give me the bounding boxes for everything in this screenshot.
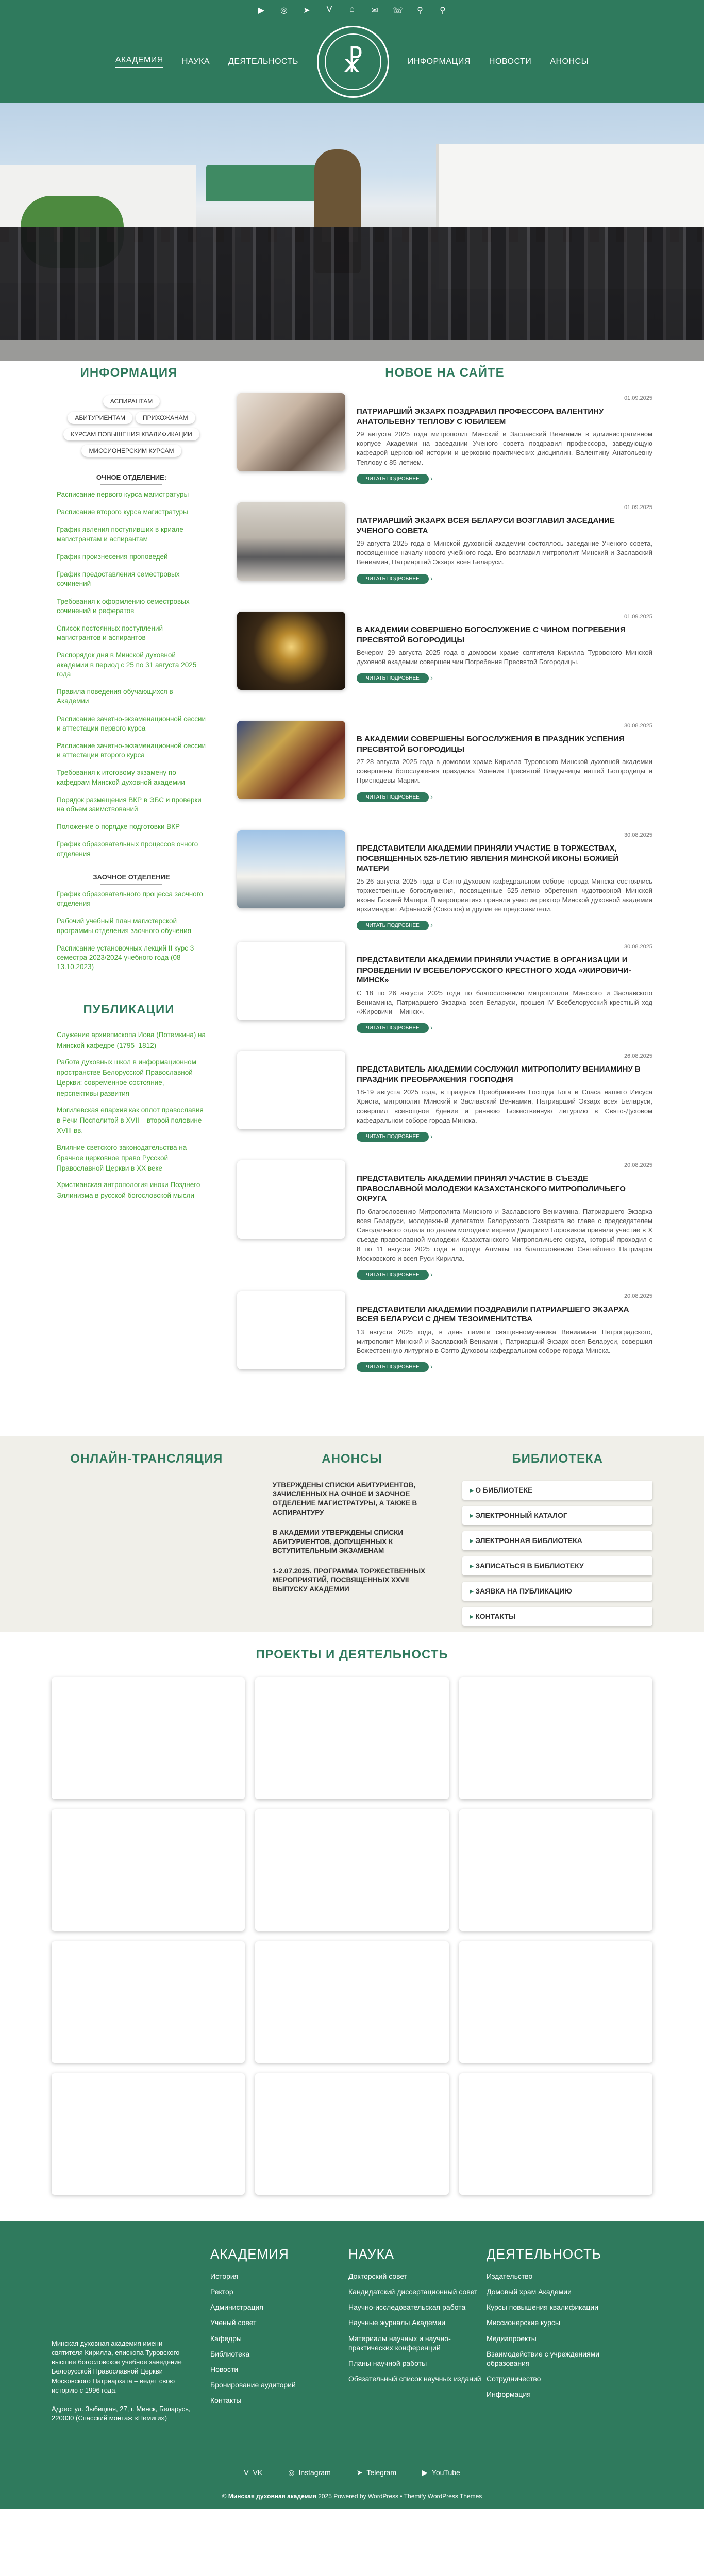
info-link[interactable]: Порядок размещения ВКР в ЭБС и проверки на объем заимствований — [57, 795, 202, 814]
footer-link[interactable]: Информация — [487, 2390, 531, 2399]
footer-link[interactable]: Кандидатский диссертационный совет — [348, 2287, 478, 2296]
library-link[interactable]: ▸ КОНТАКТЫ — [462, 1607, 652, 1626]
announce-list — [257, 1481, 447, 1594]
news-thumbnail[interactable] — [237, 393, 345, 471]
news-title[interactable]: В АКАДЕМИИ СОВЕРШЕНЫ БОГОСЛУЖЕНИЯ В ПРАЗДНИК УСПЕНИЯ ПРЕСВЯТОЙ БОГОРОДИЦЫ — [357, 735, 625, 754]
news-thumbnail[interactable] — [237, 830, 345, 908]
nav-item-right-2[interactable]: АНОНСЫ — [550, 57, 589, 66]
footer-copyright — [0, 2493, 704, 2500]
social-bar — [0, 5, 704, 15]
news-date: 01.09.2025 — [624, 614, 652, 620]
news-title[interactable]: ПРЕДСТАВИТЕЛЬ АКАДЕМИИ СОСЛУЖИЛ МИТРОПОЛИТУ ВЕНИАМИНУ В ПРАЗДНИК ПРЕОБРАЖЕНИЯ ГОСПОДНЯ — [357, 1065, 641, 1084]
ochnoe-links — [57, 490, 206, 859]
announce-title: АНОНСЫ — [322, 1451, 382, 1466]
info-tag[interactable]: ПРИХОЖАНАМ — [136, 412, 195, 424]
read-more-button[interactable]: ЧИТАТЬ ПОДРОБНЕЕ › — [357, 1132, 429, 1142]
projects-title: ПРОЕКТЫ И ДЕЯТЕЛЬНОСТЬ — [256, 1647, 448, 1662]
footer-about — [52, 2246, 206, 2433]
divider — [100, 484, 162, 485]
info-tag[interactable]: АБИТУРИЕНТАМ — [68, 412, 132, 424]
footer-social-label: YouTube — [431, 2468, 460, 2477]
news-date: 01.09.2025 — [624, 395, 652, 401]
nav-right — [408, 57, 589, 66]
info-link[interactable]: Положение о порядке подготовки ВКР — [57, 823, 180, 831]
news-thumbnail[interactable] — [237, 1291, 345, 1369]
academy-logo[interactable] — [317, 26, 389, 98]
footer-link[interactable]: Материалы научных и научно-практических конференций — [348, 2334, 451, 2352]
news-item — [237, 1291, 652, 1389]
info-title: ИНФОРМАЦИЯ — [80, 366, 178, 380]
news-thumbnail[interactable] — [237, 1051, 345, 1129]
info-tag[interactable]: АСПИРАНТАМ — [103, 395, 160, 408]
info-band — [0, 1436, 704, 1632]
news-title[interactable]: В АКАДЕМИИ СОВЕРШЕНО БОГОСЛУЖЕНИЕ С ЧИНОМ ПОГРЕБЕНИЯ ПРЕСВЯТОЙ БОГОРОДИЦЫ — [357, 625, 626, 645]
info-link[interactable]: Требования к оформлению семестровых сочинений и рефератов — [57, 597, 190, 615]
info-link[interactable]: Расписание первого курса магистратуры — [57, 490, 189, 498]
news-date: 30.08.2025 — [624, 723, 652, 729]
online-title: ОНЛАЙН-ТРАНСЛЯЦИЯ — [70, 1451, 223, 1466]
footer-about-text: Минская духовная академия имени святителя Кирилла, епископа Туровского – высшее богословское учебное заведение Белорусской Православной Церкви Московского Патриархата – ведет свою историю с 1996 года. — [52, 2339, 186, 2394]
read-more-button[interactable]: ЧИТАТЬ ПОДРОБНЕЕ › — [357, 673, 429, 683]
publication-link[interactable]: Могилевская епархия как оплот православия в Речи Посполитой в XVII – второй половине XVIII вв. — [57, 1106, 204, 1135]
publication-link[interactable]: Служение архиепископа Иова (Потемкина) на Минской кафедре (1795–1812) — [57, 1031, 206, 1049]
news-thumbnail[interactable] — [237, 502, 345, 581]
footer-link[interactable]: Домовый храм Академии — [487, 2287, 572, 2296]
nav-item-right-1[interactable]: НОВОСТИ — [489, 57, 532, 66]
footer-link[interactable]: Докторский совет — [348, 2272, 408, 2280]
email-icon[interactable]: ✉ — [371, 6, 378, 15]
site-footer — [0, 2221, 704, 2509]
news-title: НОВОЕ НА САЙТЕ — [385, 366, 505, 380]
news-body — [357, 721, 652, 819]
info-link[interactable]: Требования к итоговому экзамену по кафедрам Минской духовной академии — [57, 769, 185, 786]
news-list — [237, 393, 652, 1389]
news-thumbnail[interactable] — [237, 942, 345, 1020]
ochnoe-title — [57, 473, 206, 485]
news-item — [237, 393, 652, 491]
news-date: 20.08.2025 — [624, 1293, 652, 1299]
vk-icon: V — [244, 2468, 249, 2477]
footer-social — [52, 2464, 652, 2477]
nav-item-left-0[interactable]: АКАДЕМИЯ — [115, 56, 163, 68]
youtube-icon[interactable]: ▶ — [258, 6, 265, 15]
library-link[interactable]: ▸ ЗАЯВКА НА ПУБЛИКАЦИЮ — [462, 1582, 652, 1601]
footer-social-instagram[interactable] — [288, 2468, 330, 2477]
footer-social-label: Instagram — [298, 2468, 331, 2477]
footer-top — [52, 2246, 652, 2433]
news-item — [237, 502, 652, 600]
news-date: 30.08.2025 — [624, 944, 652, 951]
news-body — [357, 942, 652, 1040]
hero-crowd — [0, 227, 704, 345]
news-body — [357, 393, 652, 491]
footer-link[interactable]: Научно-исследовательская работа — [348, 2303, 466, 2312]
copy-suffix: 2025 Powered by WordPress • Themify WordPress Themes — [318, 2492, 482, 2500]
news-text: 25-26 августа 2025 года в Свято-Духовом кафедральном соборе города Минска состоялись торжественные богослужения, посвященные 525-летию обретения чудотворной Минской иконы Божией Матери. В мероприятиях приняли участие ректор Минской духовной академии архимандрит Афанасий (Соколов) и другие ее представители. — [357, 877, 652, 913]
search-icon[interactable]: ⚲ — [440, 6, 446, 15]
online-section — [52, 1452, 242, 1612]
footer-link[interactable]: Ректор — [210, 2287, 233, 2296]
footer-link[interactable]: Обязательный список научных изданий — [348, 2375, 481, 2383]
nav-item-left-2[interactable]: ДЕЯТЕЛЬНОСТЬ — [228, 57, 298, 66]
info-tag[interactable]: МИССИОНЕРСКИМ КУРСАМ — [81, 445, 181, 457]
info-link[interactable]: График произнесения проповедей — [57, 552, 168, 561]
info-link[interactable]: Расписание установочных лекций II курс 3 семестра 2023/2024 учебного года (08 – 13.10.2023) — [57, 944, 194, 971]
read-more-button[interactable]: ЧИТАТЬ ПОДРОБНЕЕ › — [357, 574, 429, 584]
news-thumbnail[interactable] — [237, 612, 345, 690]
project-card[interactable] — [459, 1677, 652, 1799]
footer-link[interactable]: Сотрудничество — [487, 2375, 541, 2383]
project-card[interactable] — [255, 1809, 448, 1931]
instagram-icon: ◎ — [288, 2468, 295, 2477]
footer-column — [487, 2246, 621, 2433]
project-card[interactable] — [459, 2073, 652, 2195]
news-item — [237, 612, 652, 709]
news-title[interactable]: ПАТРИАРШИЙ ЭКЗАРХ ВСЕЯ БЕЛАРУСИ ВОЗГЛАВИЛ ЗАСЕДАНИЕ УЧЕНОГО СОВЕТА — [357, 516, 615, 535]
news-text: 29 августа 2025 года в Минской духовной академии состоялось заседание Ученого совета, посвященное началу нового учебного года. Его возглавил митрополит Минский и Заславский Вениамин, Патриарший Экзарх всея Беларуси. — [357, 539, 652, 566]
news-item — [237, 1160, 652, 1280]
news-date: 30.08.2025 — [624, 832, 652, 838]
news-title[interactable]: ПРЕДСТАВИТЕЛЬ АКАДЕМИИ ПРИНЯЛ УЧАСТИЕ В СЪЕЗДЕ ПРАВОСЛАВНОЙ МОЛОДЕЖИ КАЗАХСТАНСКОГО МИТРОПОЛИЧЬЕГО ОКРУГА — [357, 1174, 626, 1204]
project-card[interactable] — [255, 2073, 448, 2195]
news-text: Вечером 29 августа 2025 года в домовом храме святителя Кирилла Туровского Минской духовной академии совершен чин Погребения Пресвятой Богородицы. — [357, 649, 652, 666]
footer-social-label: VK — [253, 2468, 263, 2477]
news-title[interactable]: ПАТРИАРШИЙ ЭКЗАРХ ПОЗДРАВИЛ ПРОФЕССОРА ВАЛЕНТИНУ АНАТОЛЬЕВНУ ТЕПЛОВУ С ЮБИЛЕЕМ — [357, 407, 604, 426]
projects-section — [0, 1632, 704, 2221]
footer-link[interactable]: Взаимодействие с учреждениями образования — [487, 2349, 600, 2367]
news-date: 01.09.2025 — [624, 504, 652, 511]
footer-social-vk[interactable] — [244, 2468, 262, 2477]
main-nav — [0, 31, 704, 93]
library-link[interactable]: ▸ О БИБЛИОТЕКЕ — [462, 1481, 652, 1500]
footer-link[interactable]: Бронирование аудиторий — [210, 2381, 296, 2389]
footer-link[interactable]: История — [210, 2272, 239, 2280]
info-column — [0, 366, 216, 1400]
hero-ground — [0, 340, 704, 361]
footer-social-youtube[interactable] — [422, 2468, 460, 2477]
zaochnoe-title — [57, 873, 206, 885]
instagram-icon[interactable]: ◎ — [280, 6, 288, 15]
news-text: 29 августа 2025 года митрополит Минский и Заславский Вениамин в административном корпусе Академии на заседании Ученого совета поздравил профессора, заведующую кафедрой церковной истории и церковно-практических дисциплин, Валентину Анатольевну Теплову с 85-летием. — [357, 430, 652, 466]
info-link[interactable]: Расписание зачетно-экзаменационной сессии и аттестации первого курса — [57, 715, 206, 732]
info-link[interactable]: График предоставления семестровых сочинений — [57, 570, 180, 588]
read-more-button[interactable]: ЧИТАТЬ ПОДРОБНЕЕ › — [357, 1362, 429, 1372]
footer-link[interactable]: Курсы повышения квалификации — [487, 2303, 599, 2312]
project-card[interactable] — [52, 1809, 245, 1931]
news-body — [357, 1160, 652, 1280]
project-card[interactable] — [52, 1941, 245, 2063]
library-link[interactable]: ▸ ЭЛЕКТРОННЫЙ КАТАЛОГ — [462, 1506, 652, 1525]
hero-green-roof — [206, 165, 330, 201]
footer-column — [210, 2246, 344, 2433]
news-body — [357, 1291, 652, 1389]
announce-link[interactable]: В АКАДЕМИИ УТВЕРЖДЕНЫ СПИСКИ АБИТУРИЕНТОВ, ДОПУЩЕННЫХ К ВСТУПИТЕЛЬНЫМ ЭКЗАМЕНАМ — [272, 1529, 404, 1555]
footer-column-title: ДЕЯТЕЛЬНОСТЬ — [487, 2246, 601, 2262]
read-more-button[interactable]: ЧИТАТЬ ПОДРОБНЕЕ › — [357, 921, 429, 930]
chi-rho-icon: ☧ — [325, 33, 381, 90]
news-thumbnail[interactable] — [237, 721, 345, 799]
footer-column-title: АКАДЕМИЯ — [210, 2246, 289, 2262]
pubs-title: ПУБЛИКАЦИИ — [83, 1003, 175, 1017]
footer-address: Адрес: ул. Зыбицкая, 27, г. Минск, Беларусь, 220030 (Спасский монтаж «Немиги») — [52, 2405, 191, 2422]
project-card[interactable] — [255, 1941, 448, 2063]
project-card[interactable] — [52, 2073, 245, 2195]
project-card[interactable] — [459, 1809, 652, 1931]
site-header — [0, 0, 704, 103]
read-more-button[interactable]: ЧИТАТЬ ПОДРОБНЕЕ › — [357, 474, 429, 484]
publication-link[interactable]: Христианская антропология иноки Позднего Эллинизма в русской богословской мысли — [57, 1181, 200, 1199]
news-date: 26.08.2025 — [624, 1053, 652, 1060]
library-section — [462, 1451, 652, 1620]
news-title[interactable]: ПРЕДСТАВИТЕЛИ АКАДЕМИИ ПРИНЯЛИ УЧАСТИЕ В ОРГАНИЗАЦИИ И ПРОВЕДЕНИИ IV ВСЕБЕЛОРУССКОГО КРЕСТНОГО ХОДА «ЖИРОВИЧИ-МИНСК» — [357, 956, 631, 985]
project-card[interactable] — [459, 1941, 652, 2063]
project-card[interactable] — [255, 1677, 448, 1799]
footer-column — [348, 2246, 482, 2433]
footer-link[interactable]: Научные журналы Академии — [348, 2318, 446, 2327]
news-body — [357, 612, 652, 709]
news-thumbnail[interactable] — [237, 1160, 345, 1239]
news-body — [357, 1051, 652, 1149]
telegram-icon[interactable]: ➤ — [303, 6, 310, 15]
project-card[interactable] — [52, 1677, 245, 1799]
news-text: 27-28 августа 2025 года в домовом храме Кирилла Туровского Минской духовной академии совершены богослужения праздника Успения Пресвятой Владычицы нашей Богородицы и Приснодевы Марии. — [357, 758, 652, 785]
publication-link[interactable]: Влияние светского законодательства на брачное церковное право Русской Православной Церкви в XX веке — [57, 1143, 187, 1173]
nav-item-left-1[interactable]: НАУКА — [181, 57, 210, 66]
announce-link[interactable]: УТВЕРЖДЕНЫ СПИСКИ АБИТУРИЕНТОВ, ЗАЧИСЛЕННЫХ НА ОЧНОЕ И ЗАОЧНОЕ ОТДЕЛЕНИЕ МАГИСТРАТУРЫ, А ТАКЖЕ В АСПИРАНТУРУ — [272, 1481, 417, 1516]
footer-link[interactable]: Издательство — [487, 2272, 533, 2280]
news-body — [357, 830, 652, 930]
nav-left — [115, 56, 298, 68]
footer-link[interactable]: Кафедры — [210, 2334, 242, 2343]
library-link[interactable]: ▸ ЗАПИСАТЬСЯ В БИБЛИОТЕКУ — [462, 1556, 652, 1575]
footer-link[interactable]: Ученый совет — [210, 2318, 257, 2327]
hero-photo — [0, 103, 704, 361]
info-link[interactable]: График образовательного процесса заочного отделения — [57, 890, 203, 908]
nav-item-right-0[interactable]: ИНФОРМАЦИЯ — [407, 57, 471, 66]
read-more-button[interactable]: ЧИТАТЬ ПОДРОБНЕЕ › — [357, 792, 429, 802]
news-body — [357, 502, 652, 600]
footer-link[interactable]: Медиапроекты — [487, 2334, 537, 2343]
info-link[interactable]: График образовательных процессов очного отделения — [57, 840, 198, 858]
info-link[interactable]: Правила поведения обучающихся в Академии — [57, 688, 173, 705]
location-icon[interactable]: ⚲ — [417, 6, 423, 15]
publication-link[interactable]: Работа духовных школ в информационном пространстве Белорусской Православной Церкви: современное состояние, перспективы развития — [57, 1058, 196, 1097]
library-list — [462, 1481, 652, 1626]
footer-link[interactable]: Миссионерские курсы — [487, 2318, 560, 2327]
info-link[interactable]: Расписание зачетно-экзаменационной сессии и аттестации второго курса — [57, 741, 206, 759]
info-link[interactable]: График явления поступивших в криале магистрантам и аспирантам — [57, 526, 183, 543]
news-item — [237, 1051, 652, 1149]
telegram-icon: ➤ — [356, 2468, 363, 2477]
footer-social-telegram[interactable] — [357, 2468, 396, 2477]
footer-link[interactable]: Планы научной работы — [348, 2359, 427, 2367]
youtube-icon: ▶ — [422, 2468, 428, 2477]
footer-columns — [206, 2246, 621, 2433]
copy-name[interactable]: Минская духовная академия — [228, 2492, 316, 2500]
info-tag[interactable]: КУРСАМ ПОВЫШЕНИЯ КВАЛИФИКАЦИИ — [63, 428, 199, 440]
phone-icon[interactable]: ☏ — [393, 6, 404, 15]
pubs-links — [57, 1030, 206, 1201]
footer-link[interactable]: Контакты — [210, 2396, 242, 2405]
footer-link[interactable]: Администрация — [210, 2303, 263, 2312]
info-link[interactable]: Список постоянных поступлений магистрантов и аспирантов — [57, 624, 163, 642]
vk-icon[interactable]: V — [326, 5, 332, 14]
news-text: 13 августа 2025 года, в день памяти священномученика Вениамина Петроградского, митрополит Минский и Заславский Вениамин, Патриарший Экзарх всея Беларуси, совершил Божественную литургию в Свято-Духовом кафедральном соборе города Минска. — [357, 1328, 652, 1355]
read-more-button[interactable]: ЧИТАТЬ ПОДРОБНЕЕ › — [357, 1270, 429, 1280]
home-icon[interactable]: ⌂ — [349, 5, 355, 14]
news-title[interactable]: ПРЕДСТАВИТЕЛИ АКАДЕМИИ ПРИНЯЛИ УЧАСТИЕ В ТОРЖЕСТВАХ, ПОСВЯЩЕННЫХ 525-ЛЕТИЮ ЯВЛЕНИЯ МИНСКОЙ ИКОНЫ БОЖИЕЙ МАТЕРИ — [357, 844, 619, 873]
footer-link[interactable]: Новости — [210, 2365, 239, 2374]
news-item — [237, 830, 652, 930]
news-column — [216, 366, 704, 1400]
zaochnoe-links — [57, 890, 206, 972]
footer-social-label: Telegram — [366, 2468, 397, 2477]
info-link[interactable]: Рабочий учебный план магистерской программы отделения заочного обучения — [57, 917, 191, 935]
read-more-button[interactable]: ЧИТАТЬ ПОДРОБНЕЕ › — [357, 1023, 429, 1033]
ochnoe-title-text: ОЧНОЕ ОТДЕЛЕНИЕ: — [96, 473, 167, 481]
announce-section — [257, 1452, 447, 1612]
news-text: По благословению Митрополита Минского и Заславского Вениамина, Патриаршего Экзарха всея Беларуси, молодежный делегатом Белорусского Экзархата во главе с председателем Синодального отдела по делам молодежи иереем Дмитрием Боровиком приняла участие в Х съезде православной молодежи Казахстанского Митрополичьего округа, который проходил с 8 по 11 августа 2025 года в городе Алматы по благословению Святейшего Патриарха Московского и всея Руси Кирилла. — [357, 1207, 652, 1262]
info-tags — [57, 393, 206, 459]
news-item — [237, 942, 652, 1040]
news-text: С 18 по 26 августа 2025 года по благословению митрополита Минского и Заславского Вениамина, Патриаршего Экзарха всея Беларуси, прошел IV Всебелорусский крестный ход «Жировичи – Минск». — [357, 989, 652, 1016]
copy-symbol: © — [222, 2492, 227, 2500]
zaochnoe-title-text: ЗАОЧНОЕ ОТДЕЛЕНИЕ — [93, 873, 170, 881]
announce-link[interactable]: 1-2.07.2025. ПРОГРАММА ТОРЖЕСТВЕННЫХ МЕРОПРИЯТИЙ, ПОСВЯЩЕННЫХ XXVII ВЫПУСКУ АКАДЕМИИ — [272, 1567, 426, 1593]
projects-grid — [52, 1677, 652, 2195]
library-title: БИБЛИОТЕКА — [512, 1451, 603, 1466]
main-content — [0, 361, 704, 1400]
news-item — [237, 721, 652, 819]
news-date: 20.08.2025 — [624, 1162, 652, 1169]
footer-column-title: НАУКА — [348, 2246, 394, 2262]
news-text: 18-19 августа 2025 года, в праздник Преображения Господа Бога и Спаса нашего Иисуса Христа, митрополит Минский и Заславский Вениамин, Патриарший Экзарх всея Беларуси, совершил всенощное бдение и раннюю Божественную литургию в Свято-Духовом кафедральном соборе города Минска. — [357, 1088, 652, 1124]
info-link[interactable]: Распорядок дня в Минской духовной академии в период с 25 по 31 августа 2025 года — [57, 651, 197, 678]
news-title[interactable]: ПРЕДСТАВИТЕЛИ АКАДЕМИИ ПОЗДРАВИЛИ ПАТРИАРШЕГО ЭКЗАРХА ВСЕЯ БЕЛАРУСИ С ДНЕМ ТЕЗОИМЕНИТСТВА — [357, 1304, 629, 1324]
footer-link[interactable]: Библиотека — [210, 2349, 250, 2358]
library-link[interactable]: ▸ ЭЛЕКТРОННАЯ БИБЛИОТЕКА — [462, 1531, 652, 1550]
divider — [100, 884, 162, 885]
info-link[interactable]: Расписание второго курса магистратуры — [57, 508, 188, 516]
